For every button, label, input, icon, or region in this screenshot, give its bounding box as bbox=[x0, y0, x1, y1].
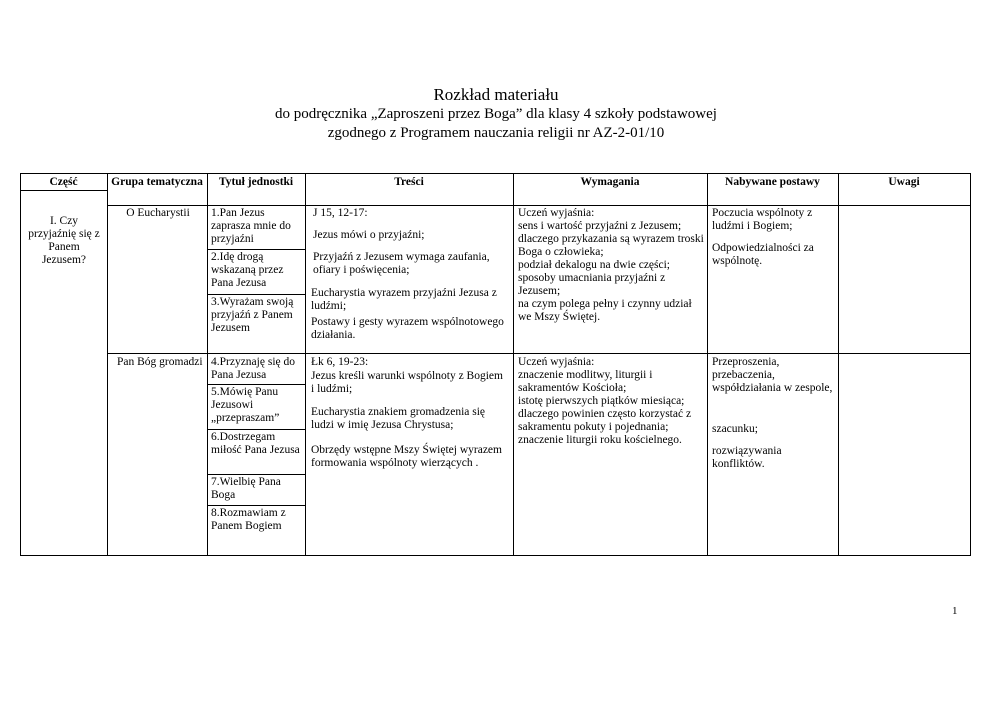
content-item: Eucharystia wyrazem przyjaźni Jezusa z ludźmi; bbox=[311, 287, 497, 312]
attitude-item: szacunku; bbox=[712, 423, 758, 435]
attitude-item: Odpowiedzialności za wspólnotę. bbox=[712, 242, 814, 267]
requirement-item: znaczenie liturgii roku kościelnego. bbox=[518, 434, 682, 446]
requirement-intro: Uczeń wyjaśnia: bbox=[518, 207, 595, 219]
page-number: 1 bbox=[952, 605, 958, 617]
unit-title: 7.Wielbię Pana Boga bbox=[211, 476, 281, 501]
group-name: O Eucharystii bbox=[126, 207, 190, 219]
unit-title: 8.Rozmawiam z Panem Bogiem bbox=[211, 507, 286, 532]
requirement-intro: Uczeń wyjaśnia: bbox=[518, 356, 595, 368]
document-title: Rozkład materiału bbox=[433, 85, 559, 104]
requirement-item: sens i wartość przyjaźni z Jezusem; bbox=[518, 220, 682, 232]
document-subtitle-2: zgodnego z Programem nauczania religii nr AZ-2-01/10 bbox=[327, 125, 665, 141]
column-header-attitudes: Nabywane postawy bbox=[725, 176, 820, 188]
unit-title: 2.Idę drogą wskazaną przez Pana Jezusa bbox=[211, 251, 284, 289]
attitude-item: Poczucia wspólnoty z ludźmi i Bogiem; bbox=[712, 207, 813, 232]
requirement-item: istotę pierwszych piątków miesiąca; bbox=[518, 395, 685, 407]
requirement-item: podział dekalogu na dwie części; bbox=[518, 259, 670, 271]
content-ref: Łk 6, 19-23: bbox=[311, 356, 369, 368]
content-item: Przyjaźń z Jezusem wymaga zaufania, ofiary i poświęcenia; bbox=[313, 251, 490, 276]
attitude-item: Przeproszenia, przebaczenia, współdziałania w zespole, bbox=[712, 356, 833, 394]
unit-title: 3.Wyrażam swoją przyjaźń z Panem Jezusem bbox=[211, 296, 294, 334]
group-name: Pan Bóg gromadzi bbox=[117, 356, 203, 368]
column-header-requirements: Wymagania bbox=[580, 176, 640, 188]
column-header-content: Treści bbox=[394, 176, 424, 188]
unit-title: 1.Pan Jezus zaprasza mnie do przyjaźni bbox=[211, 207, 291, 245]
unit-title: 4.Przyznaję się do Pana Jezusa bbox=[211, 356, 295, 381]
requirements-list bbox=[518, 356, 704, 447]
requirement-item: sposoby umacniania przyjaźni z Jezusem; bbox=[518, 272, 666, 297]
column-header-title: Tytuł jednostki bbox=[218, 176, 294, 188]
content-item: Postawy i gesty wyrazem wspólnotowego działania. bbox=[311, 316, 504, 341]
requirement-item: znaczenie modlitwy, liturgii i sakramentów Kościoła; bbox=[518, 369, 653, 394]
unit-title: 6.Dostrzegam miłość Pana Jezusa bbox=[211, 431, 300, 456]
column-header-part: Część bbox=[49, 176, 78, 188]
column-header-notes: Uwagi bbox=[888, 176, 920, 188]
column-header-group: Grupa tematyczna bbox=[111, 176, 203, 188]
content-ref: J 15, 12-17: bbox=[313, 207, 368, 219]
attitude-item: rozwiązywania konfliktów. bbox=[712, 445, 782, 470]
part-label: I. Czy przyjaźnię się z Panem Jezusem? bbox=[28, 215, 100, 266]
requirements-list bbox=[518, 207, 704, 324]
document-subtitle-1: do podręcznika „Zaproszeni przez Boga” dla klasy 4 szkoły podstawowej bbox=[275, 106, 717, 122]
requirement-item: dlaczego przykazania są wyrazem troski Boga o człowieka; bbox=[518, 233, 704, 258]
content-item: Obrzędy wstępne Mszy Świętej wyrazem formowania wspólnoty wierzących . bbox=[311, 444, 502, 469]
content-item: Jezus kreśli warunki wspólnoty z Bogiem i ludźmi; bbox=[311, 370, 503, 395]
requirement-item: na czym polega pełny i czynny udział we Mszy Świętej. bbox=[518, 298, 692, 323]
content-item: Eucharystia znakiem gromadzenia się ludzi w imię Jezusa Chrystusa; bbox=[311, 406, 486, 431]
unit-title: 5.Mówię Panu Jezusowi „przepraszam” bbox=[211, 386, 280, 424]
content-item: Jezus mówi o przyjaźni; bbox=[313, 229, 425, 241]
requirement-item: dlaczego powinien często korzystać z sakramentu pokuty i pojednania; bbox=[518, 408, 692, 433]
